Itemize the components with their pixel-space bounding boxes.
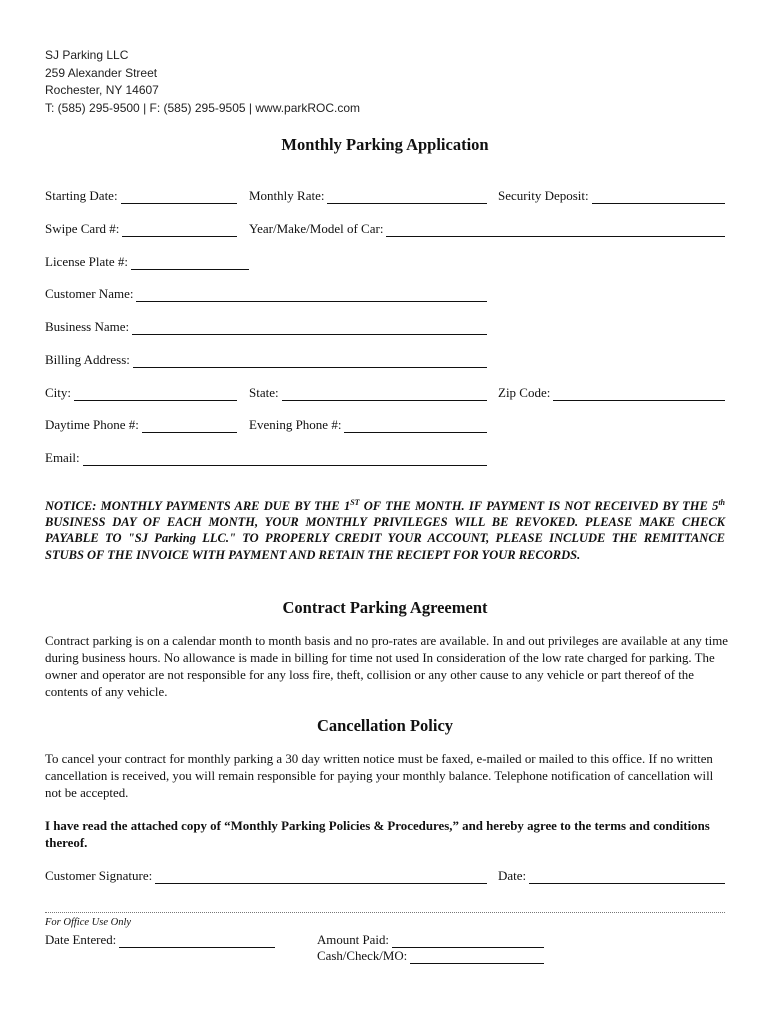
business-name-field[interactable] [45,317,487,335]
form-row-2 [45,219,725,237]
daytime-phone-field[interactable] [45,415,237,433]
letterhead [45,47,360,117]
license-plate-label: License Plate #: [45,254,129,269]
notice-text-1: NOTICE: MONTHLY PAYMENTS ARE DUE BY THE 1 [45,499,351,513]
company-name: SJ Parking LLC [45,48,129,62]
year-make-model-field[interactable] [249,219,725,237]
starting-date-label: Starting Date: [45,188,118,203]
form-row-9 [45,448,725,466]
office-row-2 [45,946,725,964]
security-deposit-field[interactable] [498,186,725,204]
payment-method-line[interactable] [410,950,544,964]
form-row-7 [45,383,725,401]
contract-body: Contract parking is on a calendar month to month basis and no pro-rates are available. In and out privileges are available at any time during business hours. No allowance is made in billing for time not used In consideration of the low rate charged for parking. The owner and operator are not responsible for any loss fire, theft, collision or any other cause to any vehicle or part thereof of the contents of any vehicle. [45,634,728,699]
cancellation-body: To cancel your contract for monthly parking a 30 day written notice must be faxed, e-mailed or mailed to this office. If no written cancellation is received, you will remain responsible for paying your monthly balance. Telephone notification of cancellation will not be accepted. [45,752,714,800]
cancellation-heading: Cancellation Policy [316,716,454,735]
office-use-label: For Office Use Only [45,917,132,928]
form-row-6 [45,350,725,368]
customer-name-line[interactable] [136,288,487,302]
state-label: State: [249,385,279,400]
customer-signature-field[interactable] [45,866,487,884]
evening-phone-field[interactable] [249,415,487,433]
swipe-card-field[interactable] [45,219,237,237]
swipe-card-line[interactable] [122,223,237,237]
monthly-rate-line[interactable] [327,190,487,204]
payment-method-field[interactable] [317,946,544,964]
notice-sup-1: ST [350,498,360,507]
email-field[interactable] [45,448,487,466]
license-plate-field[interactable] [45,252,249,270]
year-make-model-line[interactable] [386,223,725,237]
notice-text-3: BUSINESS DAY OF EACH MONTH, YOUR MONTHLY PRIVILEGES WILL BE REVOKED. PLEASE MAKE CHECK PAYABLE TO "SJ Parking LLC." TO PROPERLY CREDIT YOUR ACCOUNT, PLEASE INCLUDE THE REMITTANCE STUBS OF THE INVOICE WITH PAYMENT AND RETAIN THE RECIEPT FOR YOUR RECORDS. [45,515,725,562]
zip-code-label: Zip Code: [498,385,551,400]
billing-address-line[interactable] [133,354,487,368]
date-entered-label: Date Entered: [45,933,117,947]
notice-text-2: OF THE MONTH. IF PAYMENT IS NOT RECEIVED BY THE 5 [359,499,719,513]
payment-method-label: Cash/Check/MO: [317,949,408,963]
page-title: Monthly Parking Application [281,135,489,154]
evening-phone-line[interactable] [344,419,487,433]
security-deposit-line[interactable] [592,190,725,204]
swipe-card-label: Swipe Card #: [45,221,120,236]
daytime-phone-label: Daytime Phone #: [45,417,139,432]
monthly-rate-field[interactable] [249,186,487,204]
email-line[interactable] [83,452,487,466]
street-address: 259 Alexander Street [45,65,158,80]
business-name-line[interactable] [132,321,487,335]
customer-name-field[interactable] [45,284,487,302]
signature-date-field[interactable] [498,866,725,884]
notice-sup-2: th [718,498,725,507]
billing-address-field[interactable] [45,350,487,368]
year-make-model-label: Year/Make/Model of Car: [249,221,384,236]
city-line[interactable] [74,387,237,401]
evening-phone-label: Evening Phone #: [249,417,342,432]
daytime-phone-line[interactable] [142,419,237,433]
signature-row [45,866,725,884]
contract-heading: Contract Parking Agreement [282,598,488,617]
contact-line: T: (585) 295-9500 | F: (585) 295-9505 | www.parkROC.com [45,100,361,115]
license-plate-line[interactable] [131,256,249,270]
city-label: City: [45,385,72,400]
form-row-3 [45,252,725,270]
zip-code-line[interactable] [553,387,725,401]
signature-date-label: Date: [498,868,527,883]
billing-address-label: Billing Address: [45,352,130,367]
form-row-1 [45,186,725,204]
state-line[interactable] [282,387,487,401]
form-row-4 [45,284,725,302]
office-divider [45,912,725,913]
customer-name-label: Customer Name: [45,286,134,301]
signature-date-line[interactable] [529,870,725,884]
form-row-8 [45,415,725,433]
security-deposit-label: Security Deposit: [498,188,589,203]
city-field[interactable] [45,383,237,401]
starting-date-line[interactable] [121,190,237,204]
form-row-5 [45,317,725,335]
customer-signature-line[interactable] [155,870,487,884]
agreement-statement: I have read the attached copy of “Monthly Parking Policies & Procedures,” and hereby agree to the terms and conditions thereof. [45,819,710,850]
monthly-rate-label: Monthly Rate: [249,188,325,203]
starting-date-field[interactable] [45,186,237,204]
amount-paid-label: Amount Paid: [317,933,389,947]
zip-code-field[interactable] [498,383,725,401]
email-label: Email: [45,450,80,465]
payment-notice [45,498,725,563]
customer-signature-label: Customer Signature: [45,868,153,883]
city-state-zip: Rochester, NY 14607 [45,83,159,97]
state-field[interactable] [249,383,487,401]
business-name-label: Business Name: [45,319,130,334]
